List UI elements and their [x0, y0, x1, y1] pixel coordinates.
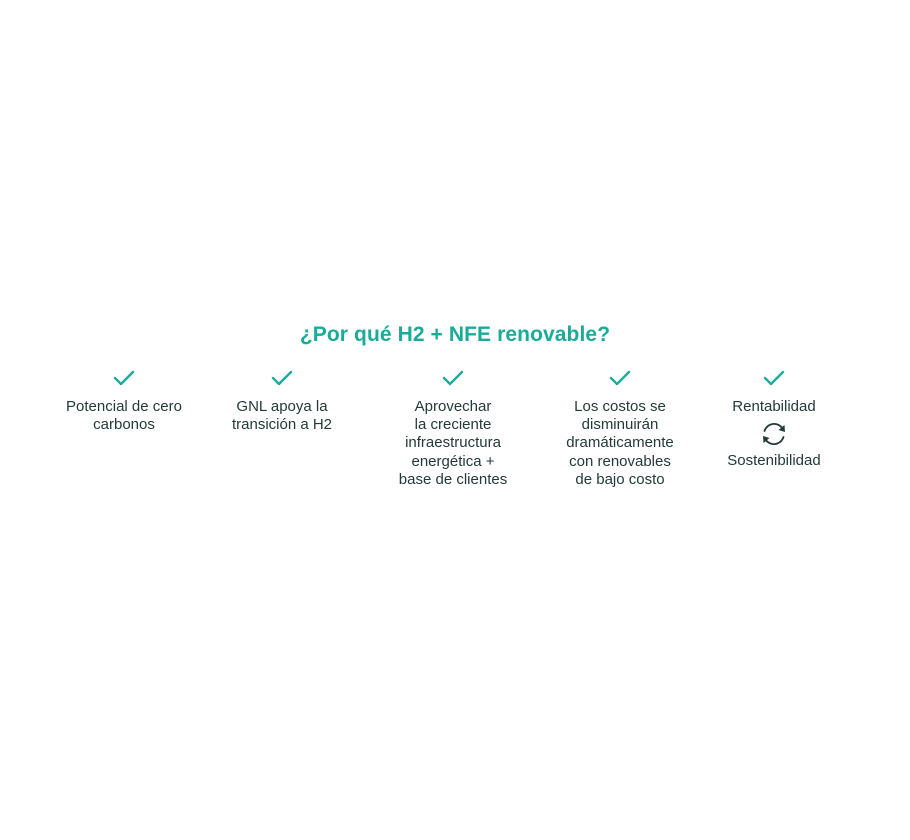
benefit-item-lng [212, 368, 352, 434]
check-icon [608, 368, 632, 388]
benefit-item-text: GNL apoya la transición a H2 [231, 398, 333, 434]
benefit-item-text: Los costos se disminuirán dramáticamente con renovables de bajo costo [566, 398, 674, 488]
check-icon [112, 368, 136, 388]
check-icon [270, 368, 294, 388]
benefit-item-text: Potencial de cero carbonos [66, 398, 182, 434]
benefit-item-zero-carbon [54, 368, 194, 434]
check-icon [441, 368, 465, 388]
cycle-arrows-icon [759, 419, 789, 449]
check-icon [762, 368, 786, 388]
sustainability-label: Sostenibilidad [727, 452, 821, 470]
benefit-item-text: Aprovechar la creciente infraestructura energética + base de clientes [398, 398, 508, 488]
benefit-item-costs [542, 368, 698, 489]
profitability-label: Rentabilidad [732, 398, 816, 415]
benefit-item-infrastructure [378, 368, 528, 489]
page-title: ¿Por qué H2 + NFE renovable? [299, 323, 611, 346]
benefit-item-profitability-sustainability [706, 368, 842, 470]
